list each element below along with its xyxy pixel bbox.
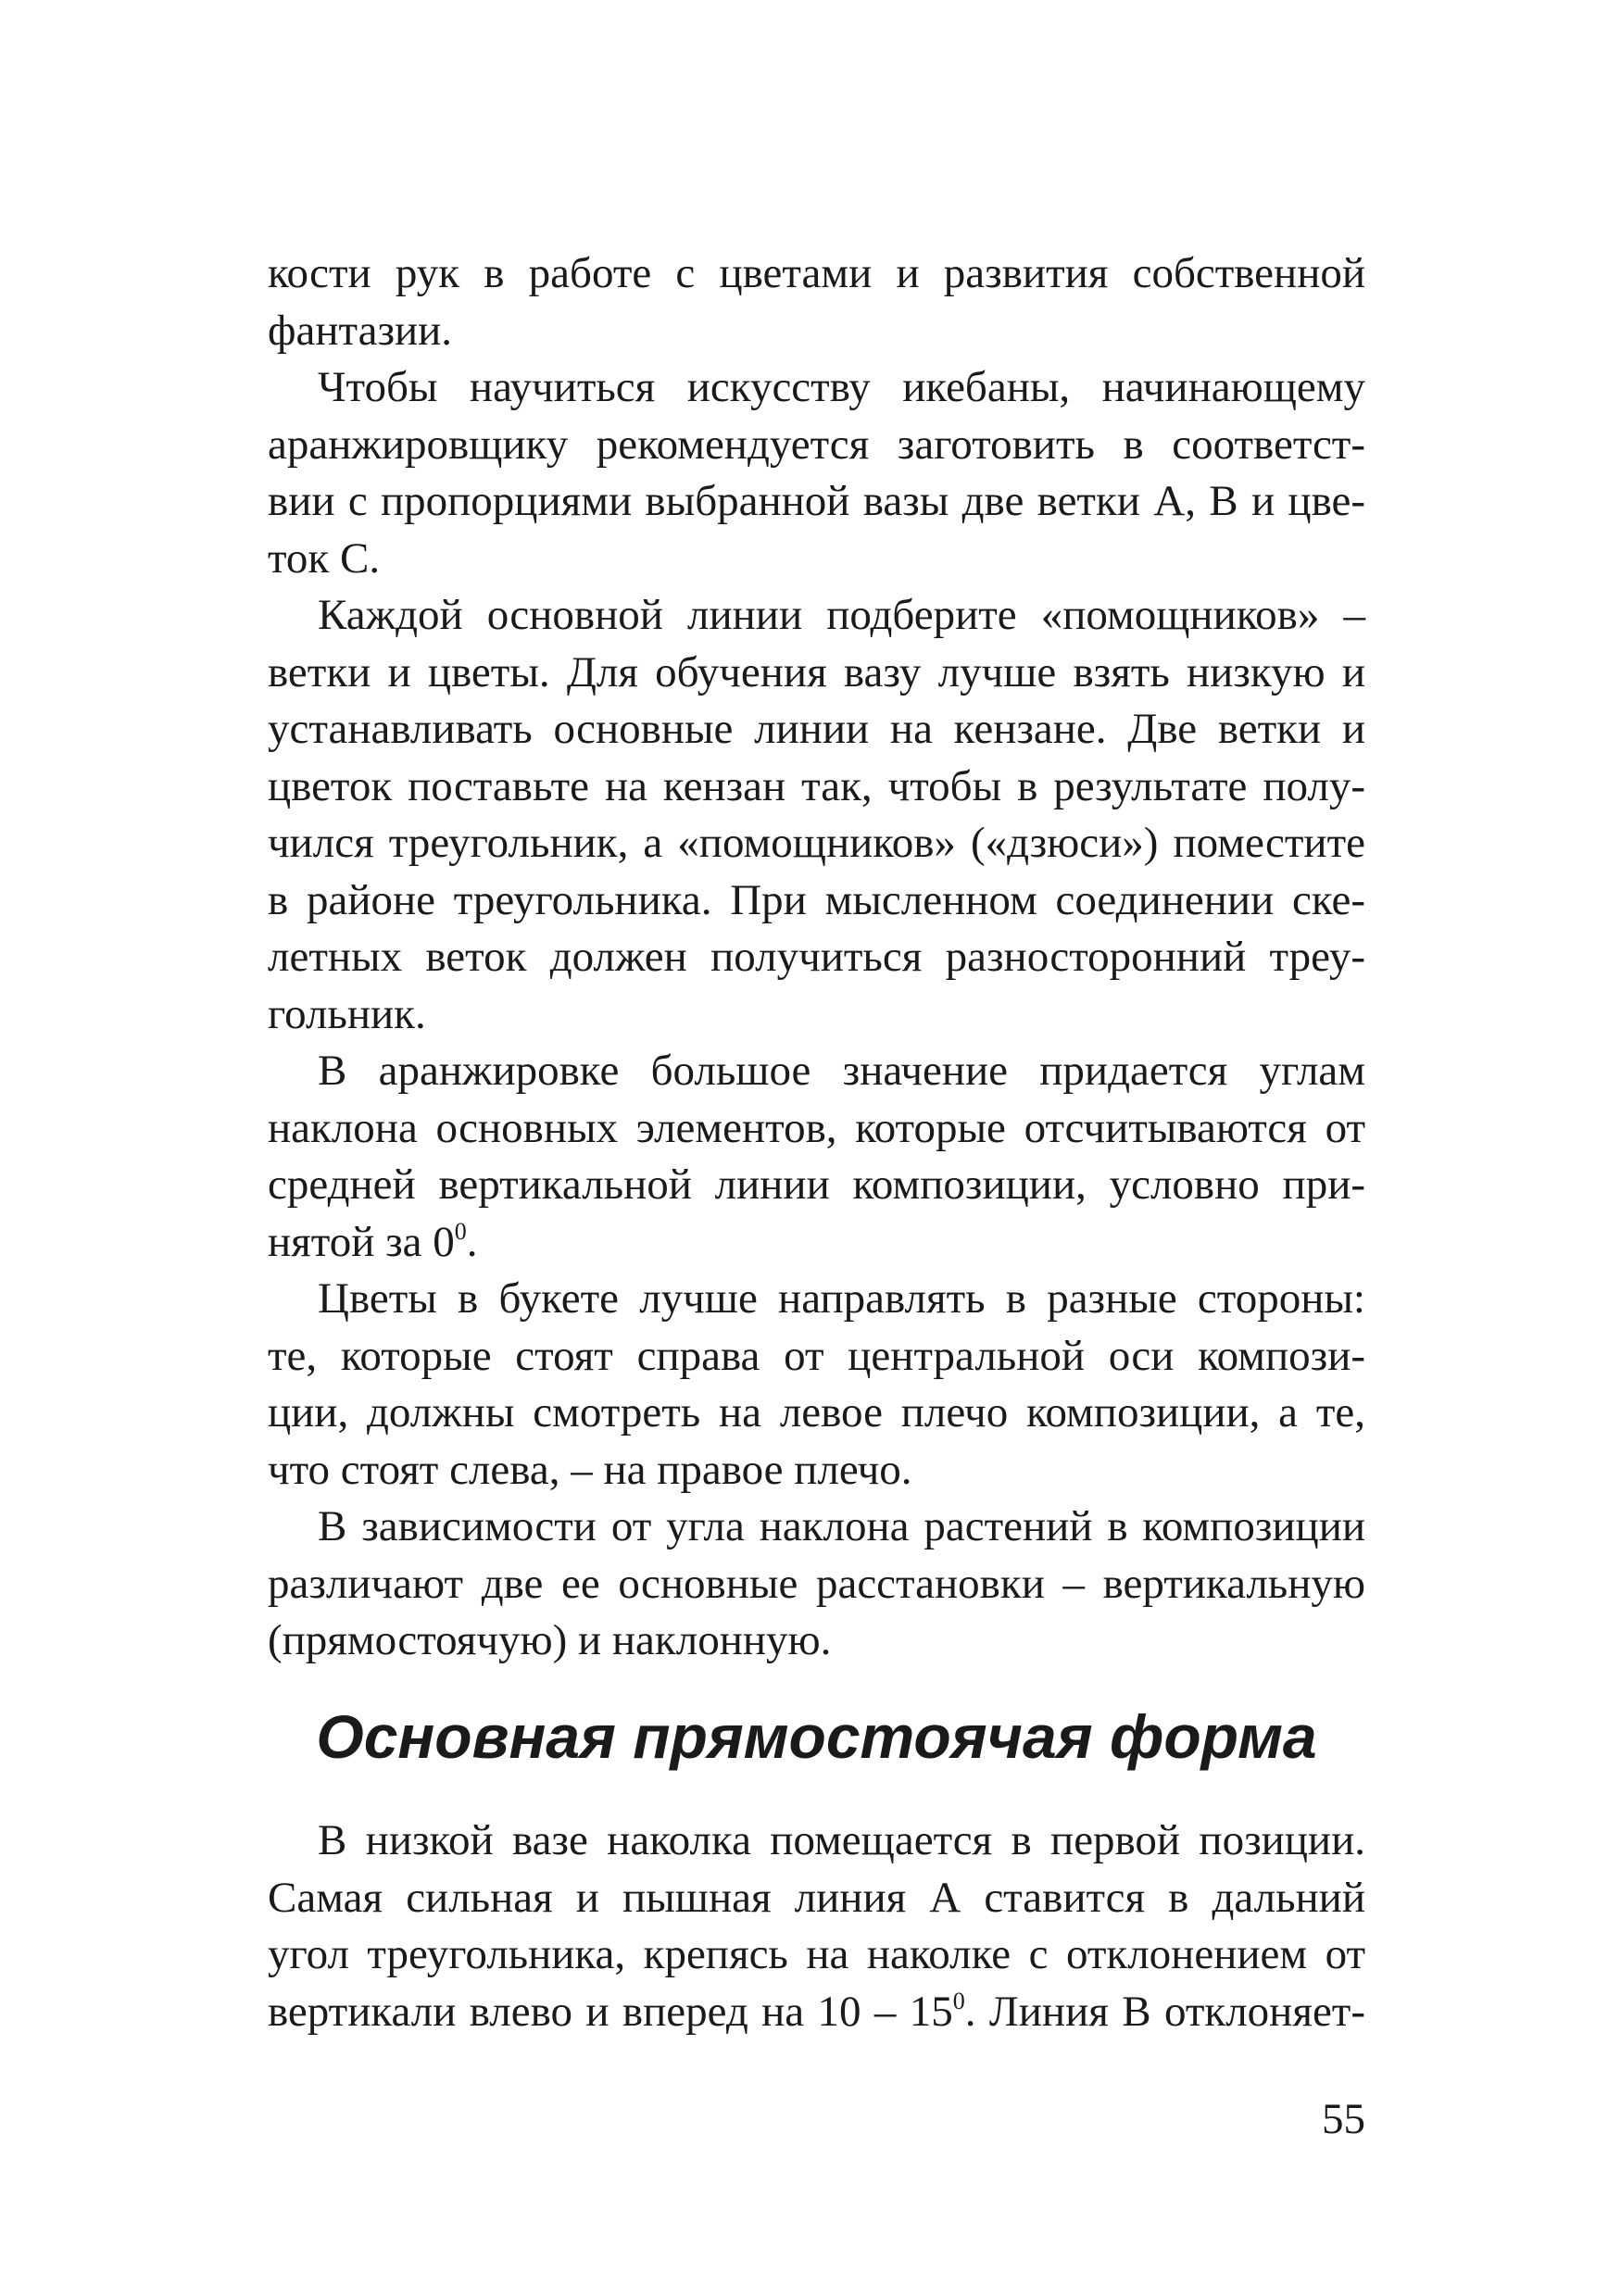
text-line (268, 1442, 1365, 1498)
line-text: угол треугольника, крепясь на наколке с отклонением от (268, 1930, 1365, 1978)
text-line (268, 1984, 1365, 2039)
text-line (268, 929, 1365, 985)
text-line (268, 1556, 1365, 1612)
text-line (318, 1271, 1365, 1326)
text-line (268, 1157, 1365, 1212)
page-number: 55 (1322, 2095, 1365, 2143)
line-text: средней вертикальной линии композиции, условно при- (268, 1161, 1365, 1209)
line-text: Каждой основной линии подберите «помощников» – (318, 591, 1365, 639)
degree-superscript: 0 (952, 1987, 965, 2014)
line-text-continuation: . (466, 1217, 478, 1266)
text-line (268, 759, 1365, 814)
line-text: В аранжировке большое значение придается углам (318, 1047, 1365, 1095)
line-text: (прямостоячую) и наклонную. (268, 1616, 832, 1664)
line-text: устанавливать основные линии на кензане. Две ветки и (268, 705, 1365, 753)
text-line (268, 417, 1365, 472)
line-text: вии с пропорциями выбранной вазы две ветки А, В и цве- (268, 477, 1365, 525)
line-text: Самая сильная и пышная линия А ставится в дальний (268, 1873, 1365, 1922)
line-text: В низкой вазе наколка помещается в первой позиции. (318, 1816, 1365, 1864)
text-line (268, 645, 1365, 700)
line-text: различают две ее основные расстановки – вертикальную (268, 1559, 1365, 1608)
text-line (318, 1813, 1365, 1868)
line-text: кости рук в работе с цветами и развития собственной (268, 249, 1365, 297)
text-line (268, 531, 1365, 586)
line-text: нятой за 0 (268, 1217, 455, 1266)
text-line (318, 1043, 1365, 1098)
line-text: ветки и цветы. Для обучения вазу лучше взять низкую и (268, 647, 1365, 696)
line-text-continuation: . Линия В отклоняет- (964, 1987, 1365, 2036)
text-line (318, 359, 1365, 415)
line-text: вертикали влево и вперед на 10 – 15 (268, 1987, 953, 2036)
text-line (268, 872, 1365, 928)
line-text: Цветы в букете лучше направлять в разные стороны: (318, 1274, 1365, 1323)
line-text: Чтобы научиться искусству икебаны, начинающему (318, 363, 1365, 411)
line-text: летных веток должен получиться разносторонний треу- (268, 933, 1365, 981)
text-line (268, 1328, 1365, 1384)
text-line (268, 303, 1365, 358)
text-line (268, 1100, 1365, 1156)
text-line (318, 1499, 1365, 1554)
text-line (268, 1385, 1365, 1440)
line-text: ток С. (268, 533, 381, 583)
line-text: в районе треугольника. При мысленном соединении ске- (268, 875, 1365, 924)
text-line (268, 1870, 1365, 1926)
line-text: что стоят слева, – на правое плечо. (268, 1445, 912, 1494)
text-line (268, 473, 1365, 529)
section-heading-block (268, 1700, 1365, 1783)
section-heading: Основная прямостоячая форма (316, 1702, 1317, 1771)
line-text: гольник. (268, 989, 426, 1038)
text-line (268, 1214, 1365, 1270)
degree-superscript: 0 (454, 1217, 467, 1245)
line-text: наклона основных элементов, которые отсчитываются от (268, 1103, 1365, 1152)
line-text: аранжировщику рекомендуется заготовить в соответст- (268, 420, 1365, 469)
text-line (268, 245, 1365, 301)
line-text: чился треугольник, а «помощников» («дзюси») поместите (268, 819, 1365, 867)
text-line (318, 587, 1365, 643)
text-line (268, 1926, 1365, 1982)
line-text: цветок поставьте на кензан так, чтобы в результате полу- (268, 761, 1365, 810)
text-line (268, 1612, 1365, 1668)
line-text: ции, должны смотреть на левое плечо композиции, а те, (268, 1388, 1365, 1437)
text-line (268, 701, 1365, 757)
text-line (268, 815, 1365, 871)
line-text: те, которые стоят справа от центральной оси компози- (268, 1331, 1365, 1380)
line-text: В зависимости от угла наклона растений в композиции (318, 1502, 1365, 1550)
text-line (268, 986, 1365, 1042)
line-text: фантазии. (268, 306, 453, 355)
